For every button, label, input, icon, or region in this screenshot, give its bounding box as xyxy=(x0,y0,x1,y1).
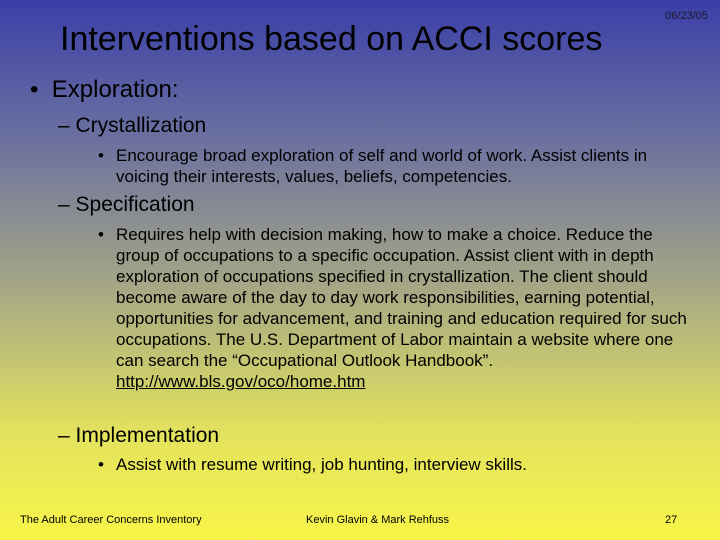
subheading-specification xyxy=(58,193,195,217)
dash-marker: – xyxy=(58,424,76,447)
bullet-dot: • xyxy=(30,76,52,103)
footer-center: Kevin Glavin & Mark Rehfuss xyxy=(306,514,450,526)
implementation-detail xyxy=(98,454,683,475)
dash-marker: – xyxy=(58,193,76,216)
bullet-exploration-text: Exploration: xyxy=(51,76,179,103)
specification-detail-text: Requires help with decision making, how to make a choice. Reduce the group of occupations to a specific occupation. Assist client with in depth exploration of occupations specified in crystallization. The client should become aware of the day to day work responsibilities, earning potential, opportunities for advancement, and training and education required for such occupations. The U.S. Department of Labor maintain a website where one can search the “Occupational Outlook Handbook”. xyxy=(116,225,687,370)
subheading-implementation xyxy=(58,424,219,448)
bullet-dot: • xyxy=(98,225,104,244)
implementation-detail-text: Assist with resume writing, job hunting, interview skills. xyxy=(116,455,527,474)
dash-marker: – xyxy=(58,114,76,137)
footer-left: The Adult Career Concerns Inventory xyxy=(20,514,202,526)
subheading-implementation-text: Implementation xyxy=(75,424,220,447)
bullet-exploration xyxy=(30,76,179,104)
slide-title: Interventions based on ACCI scores xyxy=(60,20,603,58)
subheading-specification-text: Specification xyxy=(75,193,195,216)
subheading-crystallization-text: Crystallization xyxy=(75,114,207,137)
implementation-detail-line xyxy=(98,454,683,475)
bullet-dot: • xyxy=(98,146,104,165)
crystallization-detail xyxy=(98,145,683,187)
crystallization-detail-line xyxy=(98,145,683,187)
page-number: 27 xyxy=(665,514,678,526)
subheading-crystallization xyxy=(58,114,206,138)
specification-detail xyxy=(98,224,696,392)
bls-ooh-link[interactable]: http://www.bls.gov/oco/home.htm xyxy=(116,372,366,391)
specification-detail-line xyxy=(98,224,696,392)
date-label: 06/23/05 xyxy=(665,10,708,22)
crystallization-detail-text: Encourage broad exploration of self and world of work. Assist clients in voicing their interests, values, beliefs, competencies. xyxy=(116,146,648,186)
bullet-dot: • xyxy=(98,455,104,474)
